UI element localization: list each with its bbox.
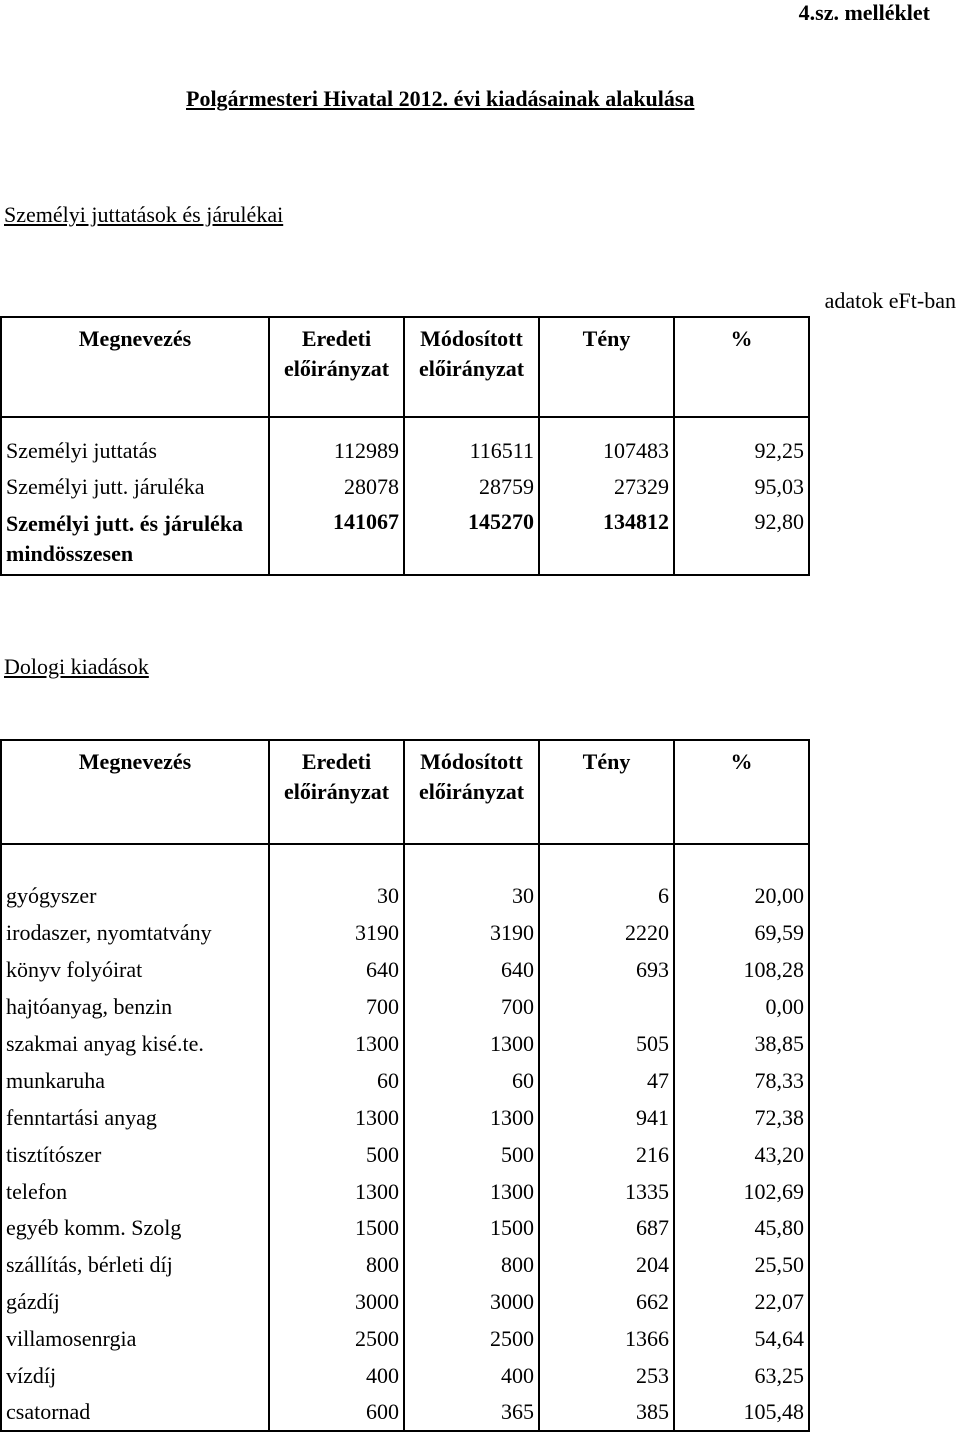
row-actual [539,989,674,1026]
row-percent: 78,33 [674,1062,809,1099]
row-original: 1300 [269,1026,404,1063]
table-row [1,1210,809,1247]
table-row [1,1062,809,1099]
col-header-percent: % [674,317,809,417]
row-modified: 500 [404,1136,539,1173]
table-header-row [1,317,809,417]
table-row [1,1026,809,1063]
page-title: Polgármesteri Hivatal 2012. évi kiadásainak alakulása [186,86,695,111]
col-header-name: Megnevezés [1,740,269,844]
row-modified: 116511 [404,433,539,469]
row-actual: 47 [539,1062,674,1099]
row-original: 60 [269,1062,404,1099]
row-percent: 0,00 [674,989,809,1026]
table-header-row [1,740,809,844]
col-header-modified: Módosított előirányzat [404,740,539,844]
table-row [1,915,809,952]
row-original: 700 [269,989,404,1026]
row-modified: 1500 [404,1210,539,1247]
row-percent: 72,38 [674,1099,809,1136]
table-row [1,952,809,989]
row-percent: 38,85 [674,1026,809,1063]
row-percent: 43,20 [674,1136,809,1173]
row-actual: 941 [539,1099,674,1136]
row-modified: 28759 [404,469,539,505]
row-original: 28078 [269,469,404,505]
total-actual: 134812 [539,505,674,575]
row-original: 2500 [269,1321,404,1358]
col-header-actual: Tény [539,740,674,844]
row-modified: 2500 [404,1321,539,1358]
row-actual: 693 [539,952,674,989]
row-modified: 1300 [404,1026,539,1063]
row-name: munkaruha [1,1062,269,1099]
material-expenses-table [0,739,810,1432]
row-modified: 30 [404,878,539,915]
table-row [1,989,809,1026]
row-name: telefon [1,1173,269,1210]
row-modified: 3000 [404,1284,539,1321]
row-actual: 1366 [539,1321,674,1358]
row-percent: 95,03 [674,469,809,505]
table-row [1,1099,809,1136]
table-row [1,469,809,505]
row-name: Személyi juttatás [1,433,269,469]
table-row [1,1173,809,1210]
row-percent: 20,00 [674,878,809,915]
row-original: 800 [269,1247,404,1284]
row-actual: 27329 [539,469,674,505]
row-percent: 45,80 [674,1210,809,1247]
row-name: szakmai anyag kisé.te. [1,1026,269,1063]
row-actual: 1335 [539,1173,674,1210]
row-actual: 687 [539,1210,674,1247]
row-actual: 204 [539,1247,674,1284]
col-header-actual: Tény [539,317,674,417]
row-actual: 2220 [539,915,674,952]
row-percent: 25,50 [674,1247,809,1284]
row-actual: 505 [539,1026,674,1063]
table-total-row [1,505,809,575]
row-modified: 3190 [404,915,539,952]
row-original: 3190 [269,915,404,952]
row-original: 1300 [269,1173,404,1210]
row-percent: 22,07 [674,1284,809,1321]
row-name: szállítás, bérleti díj [1,1247,269,1284]
table-row [1,1321,809,1358]
col-header-original: Eredeti előirányzat [269,317,404,417]
row-percent: 105,48 [674,1394,809,1431]
row-percent: 69,59 [674,915,809,952]
row-name: vízdíj [1,1358,269,1395]
row-actual: 662 [539,1284,674,1321]
row-percent: 63,25 [674,1358,809,1395]
row-name: egyéb komm. Szolg [1,1210,269,1247]
row-percent: 92,25 [674,433,809,469]
row-actual: 6 [539,878,674,915]
col-header-percent: % [674,740,809,844]
row-modified: 1300 [404,1099,539,1136]
table-row [1,1394,809,1431]
total-modified: 145270 [404,505,539,575]
row-original: 500 [269,1136,404,1173]
table-row [1,1358,809,1395]
row-actual: 385 [539,1394,674,1431]
row-actual: 216 [539,1136,674,1173]
section1-title: Személyi juttatások és járulékai [4,202,284,227]
section2-title: Dologi kiadások [4,654,149,679]
row-original: 400 [269,1358,404,1395]
row-modified: 800 [404,1247,539,1284]
table-row [1,1247,809,1284]
row-name: fenntartási anyag [1,1099,269,1136]
row-name: gázdíj [1,1284,269,1321]
row-modified: 700 [404,989,539,1026]
row-percent: 54,64 [674,1321,809,1358]
row-name: csatornad [1,1394,269,1431]
table-row [1,1136,809,1173]
personnel-table [0,316,810,576]
col-header-name: Megnevezés [1,317,269,417]
row-name: könyv folyóirat [1,952,269,989]
row-name: tisztítószer [1,1136,269,1173]
annex-label: 4.sz. melléklet [798,0,930,25]
row-name: villamosenrgia [1,1321,269,1358]
row-name: Személyi jutt. járuléka [1,469,269,505]
row-modified: 1300 [404,1173,539,1210]
total-name: Személyi jutt. és járuléka mindösszesen [1,505,269,575]
row-original: 640 [269,952,404,989]
row-original: 112989 [269,433,404,469]
row-name: hajtóanyag, benzin [1,989,269,1026]
row-modified: 60 [404,1062,539,1099]
units-note: adatok eFt-ban [824,288,956,313]
row-actual: 107483 [539,433,674,469]
table-row [1,878,809,915]
row-original: 1500 [269,1210,404,1247]
row-modified: 400 [404,1358,539,1395]
row-name: gyógyszer [1,878,269,915]
table-row [1,433,809,469]
row-modified: 640 [404,952,539,989]
total-percent: 92,80 [674,505,809,575]
row-original: 600 [269,1394,404,1431]
row-original: 3000 [269,1284,404,1321]
col-header-modified: Módosított előirányzat [404,317,539,417]
row-actual: 253 [539,1358,674,1395]
row-original: 1300 [269,1099,404,1136]
total-original: 141067 [269,505,404,575]
table-row [1,1284,809,1321]
row-modified: 365 [404,1394,539,1431]
row-percent: 102,69 [674,1173,809,1210]
row-original: 30 [269,878,404,915]
col-header-original: Eredeti előirányzat [269,740,404,844]
row-percent: 108,28 [674,952,809,989]
row-name: irodaszer, nyomtatvány [1,915,269,952]
